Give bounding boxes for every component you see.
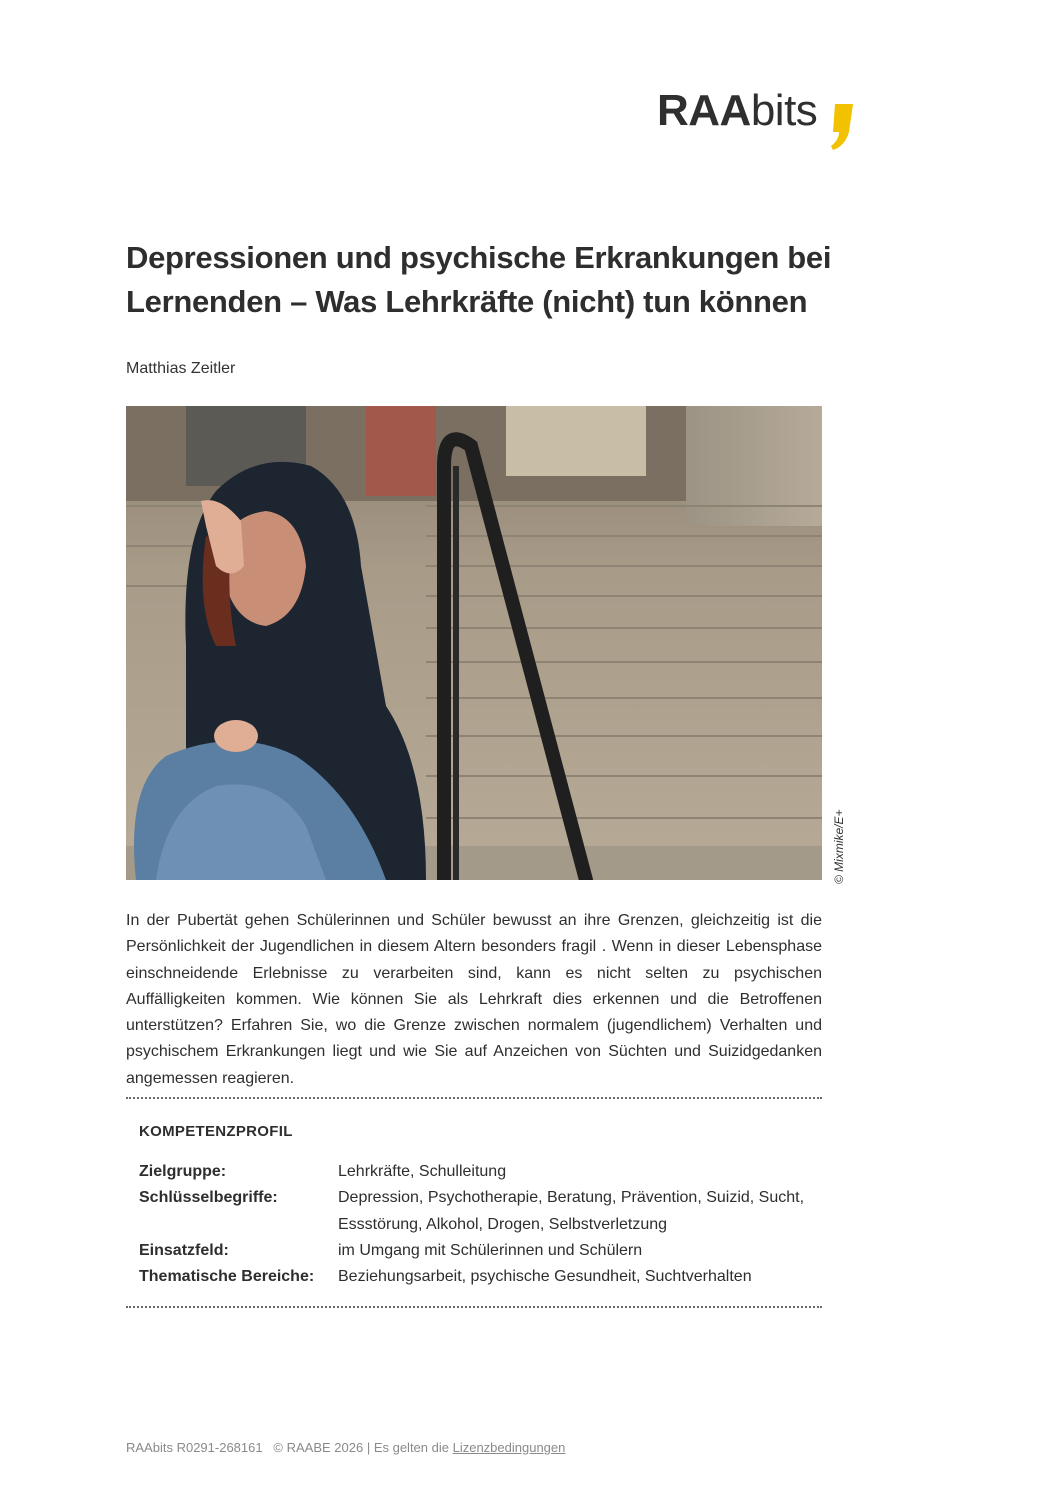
profile-row-thematische-bereiche: [139, 1264, 819, 1290]
profile-value: Depression, Psychotherapie, Beratung, Prävention, Suizid, Sucht, Essstörung, Alkohol, Drogen, Selbstverletzung: [338, 1189, 805, 1233]
profile-row-zielgruppe: [139, 1159, 819, 1185]
intro-paragraph: In der Pubertät gehen Schülerinnen und Schüler bewusst an ihre Grenzen, gleichzeitig ist die Persönlichkeit der Jugendlichen in diesem Altern besonders fragil . Wenn in dieser Lebensphase einschneidende Erlebnisse zu verarbeiten sind, kann es nicht selten zu psychischen Auffälligkeiten kommen. Wie können Sie als Lehrkraft dies erkennen und die Betroffenen unterstützen? Erfahren Sie, wo die Grenze zwischen normalem (jugendlichem) Verhalten und psychischem Erkrankungen liegt und wie Sie auf Anzeichen von Süchten und Suizidgedanken angemessen reagieren.: [126, 912, 822, 1087]
logo-brand-bold: RAA: [657, 86, 751, 135]
profile-label: Zielgruppe:: [139, 1163, 227, 1180]
profile-table: [139, 1159, 819, 1290]
profile-label: Thematische Bereiche:: [139, 1268, 315, 1286]
dotted-divider-bottom: [126, 1306, 822, 1308]
profile-value: Lehrkräfte, Schulleitung: [338, 1163, 507, 1180]
photo-credit: © Mixmike/E+: [832, 809, 846, 884]
cover-photo-illustration: [126, 406, 822, 880]
dotted-divider-top: [126, 1097, 822, 1099]
license-link[interactable]: Lizenzbedingungen: [452, 1440, 566, 1455]
logo-text: [657, 86, 817, 135]
cover-photo: [126, 406, 822, 880]
logo-comma-icon: [829, 104, 855, 150]
profile-value: im Umgang mit Schülerinnen und Schülern: [338, 1241, 643, 1259]
logo-brand-light: bits: [750, 86, 818, 135]
profile-value: Beziehungsarbeit, psychische Gesundheit, Suchtverhalten: [338, 1268, 752, 1286]
profile-label: Schlüsselbegriffe:: [139, 1189, 278, 1207]
author-name: Matthias Zeitler: [126, 360, 236, 377]
footer-text: RAAbits R0291-268161 © RAABE 2026 | Es gelten die: [126, 1440, 453, 1455]
page-title: Depressionen und psychische Erkrankungen bei Lernenden – Was Lehrkräfte (nicht) tun können: [126, 240, 832, 319]
profile-heading: KOMPETENZPROFIL: [139, 1123, 293, 1140]
profile-label: Einsatzfeld:: [139, 1241, 229, 1259]
raabits-logo: [657, 86, 867, 156]
profile-row-einsatzfeld: [139, 1238, 819, 1264]
profile-row-schluesselbegriffe: [139, 1185, 819, 1238]
page-footer: [126, 1440, 565, 1455]
